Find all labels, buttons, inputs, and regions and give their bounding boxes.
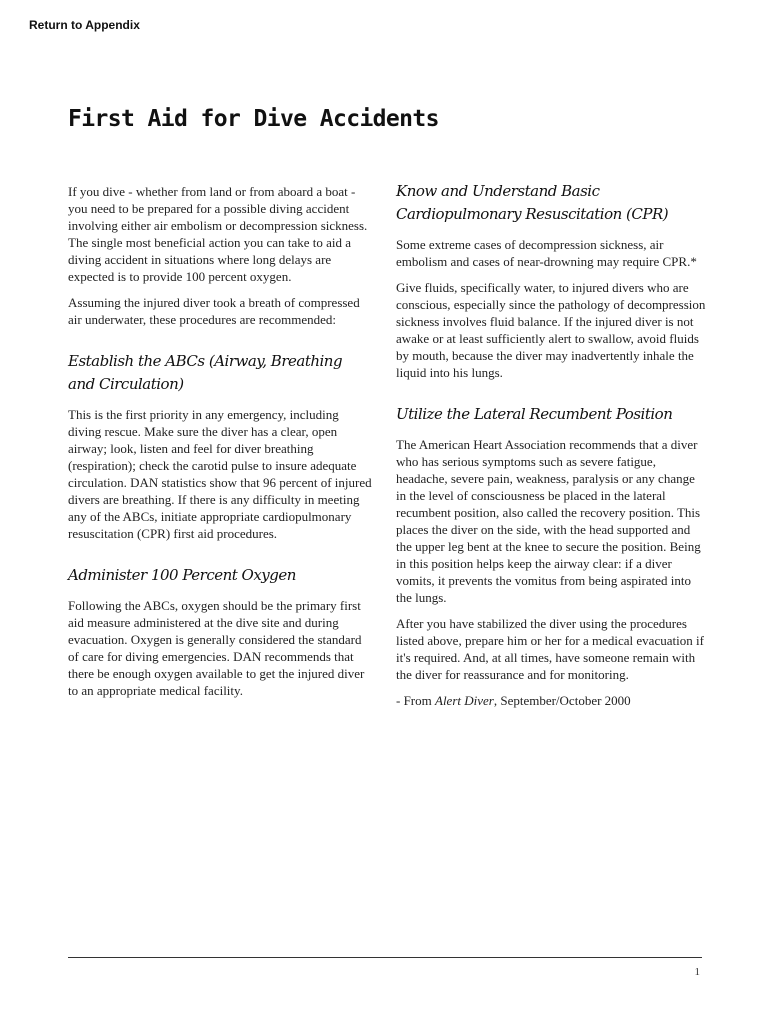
intro-paragraph-1: If you dive - whether from land or from aboard a boat - you need to be prepared for a possible diving accident involving either air embolism or decompression sickness. The single most beneficial action you can take to aid a diving accident in situations where long delays are expected is to provide 100 percent oxygen. — [68, 184, 368, 284]
source-publication: Alert Diver — [435, 693, 494, 708]
return-to-appendix-link[interactable]: Return to Appendix — [29, 18, 140, 32]
oxygen-paragraph: Following the ABCs, oxygen should be the primary first aid measure administered at the dive site and during evacuation. Oxygen is generally considered the standard of care for diving emergencies. DAN recommends that there be enough oxygen available to get the injured diver to an appropriate medical facility. — [68, 598, 365, 698]
abcs-paragraph: This is the first priority in any emergency, including diving rescue. Make sure the diver has a clear, open airway; look, listen and feel for diver breathing (respiration); check the carotid pulse to insure adequate circulation. DAN statistics show that 96 percent of injured divers are breathing. If there is any difficulty in meeting any of the ABCs, initiate appropriate cardiopulmonary resuscitation (CPR) first aid procedures. — [68, 407, 372, 541]
section-heading-oxygen: Administer 100 Percent Oxygen — [68, 566, 296, 584]
cpr-paragraph-1: Some extreme cases of decompression sickness, air embolism and cases of near-drowning may require CPR.* — [396, 237, 697, 269]
source-citation — [396, 692, 706, 709]
left-column — [68, 183, 372, 708]
right-column — [396, 183, 706, 718]
lateral-paragraph-1: The American Heart Association recommends that a diver who has serious symptoms such as severe fatigue, headache, severe pain, weakness, paralysis or any change in the level of consciousness be placed in the lateral recumbent position, also called the recovery position. This places the diver on the side, with the head supported and the upper leg bent at the knee to secure the position. Being in this position helps keep the airway clear: if a diver vomits, it prevents the vomitus from being aspirated into the lungs. — [396, 437, 701, 605]
intro-paragraph-2: Assuming the injured diver took a breath of compressed air underwater, these procedures are recommended: — [68, 295, 360, 327]
cpr-paragraph-2: Give fluids, specifically water, to injured divers who are conscious, especially since the pathology of decompression sickness involves fluid balance. If the injured diver is not awake or at least sufficiently alert to swallow, avoid fluids by mouth, because the diver may inadvertently inhale the liquid into his lungs. — [396, 280, 706, 380]
section-heading-cpr: Know and Understand Basic Cardiopulmonary Resuscitation (CPR) — [396, 182, 669, 223]
section-heading-lateral-recumbent: Utilize the Lateral Recumbent Position — [396, 405, 673, 423]
page-title: First Aid for Dive Accidents — [68, 106, 439, 132]
source-date: , September/October 2000 — [493, 693, 631, 708]
lateral-paragraph-2: After you have stabilized the diver using the procedures listed above, prepare him or her for a medical evacuation if it's required. And, at all times, have someone remain with the diver for reassurance and for monitoring. — [396, 616, 704, 682]
source-prefix: - From — [396, 693, 435, 708]
section-heading-abcs: Establish the ABCs (Airway, Breathing and Circulation) — [68, 352, 343, 393]
footer-divider — [68, 957, 702, 958]
page-number: 1 — [694, 966, 700, 978]
